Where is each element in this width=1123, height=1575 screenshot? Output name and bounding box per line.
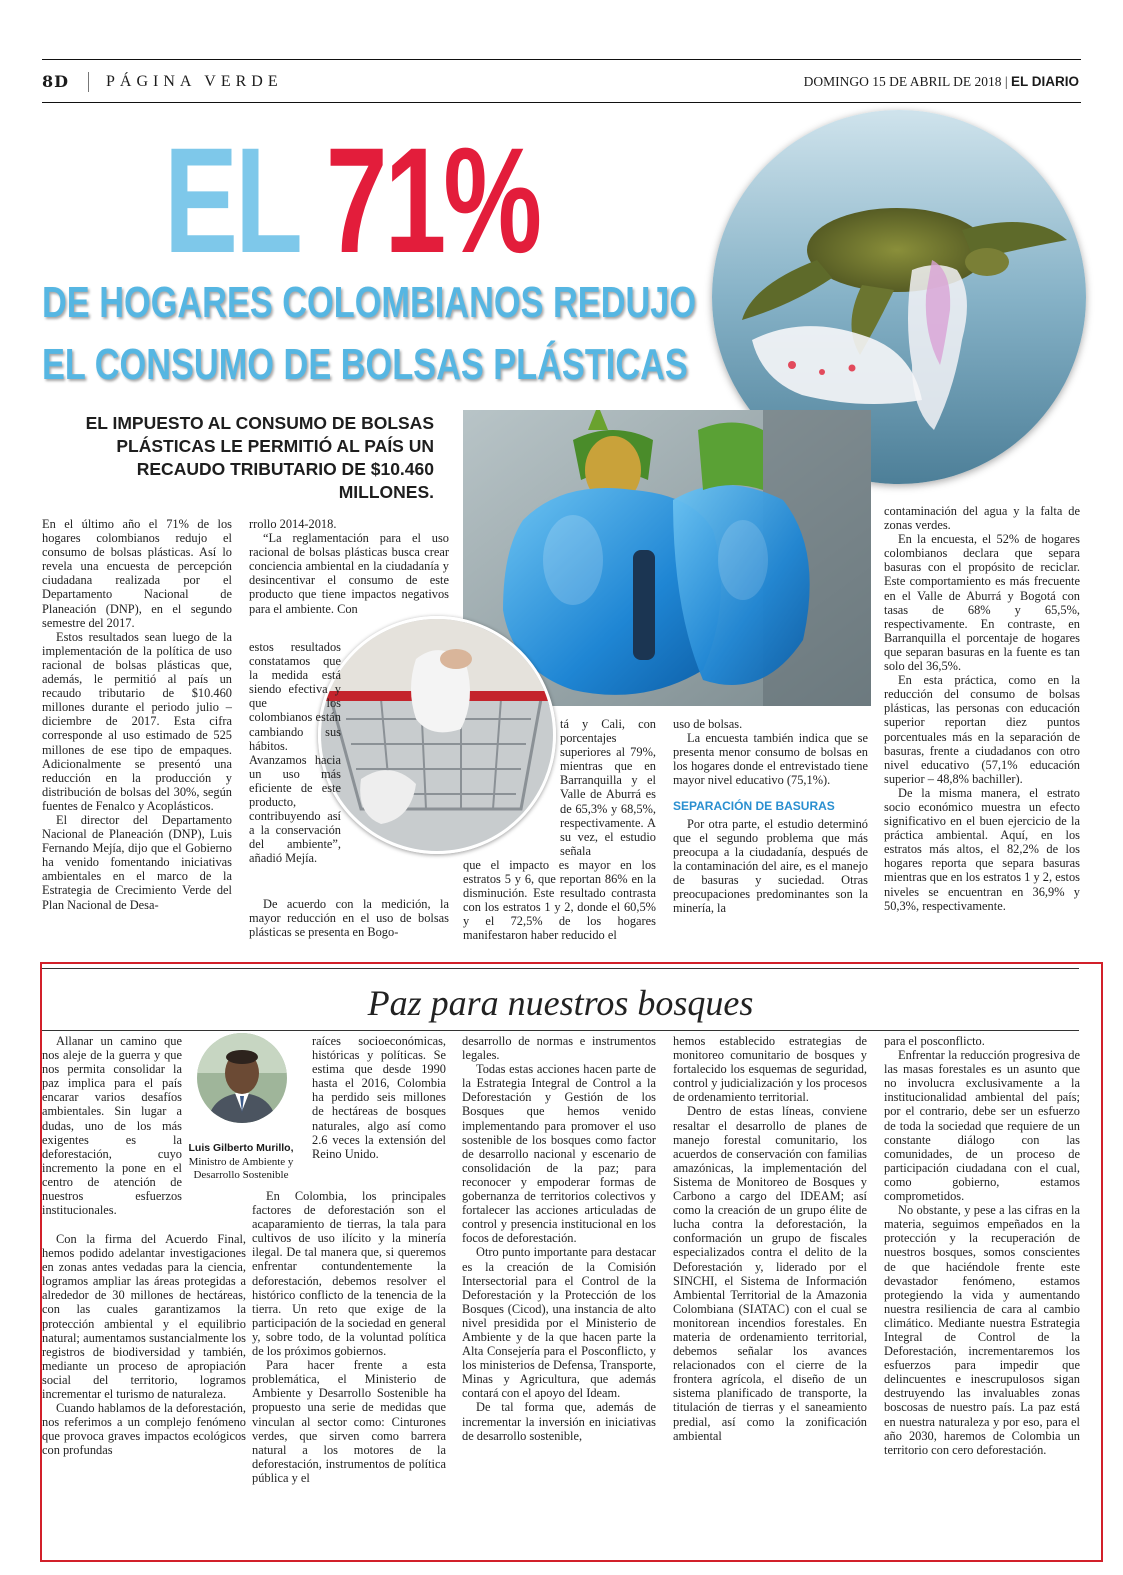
opinion-paragraph: En Colombia, los principales factores de deforestación son el acaparamiento de tierras, la tala para cultivos de uso ilícito y la minería ilegal. De tal manera que, si queremos enfrentar contundentemente la deforestación, debemos resolver el histórico conflicto de la tenencia de la tierra. Un reto que exige de la participación de la sociedad en general y, sobre todo, de la voluntad política de los próximos gobiernos. [252,1189,446,1359]
article-paragraph: En la encuesta, el 52% de hogares colombianos declara que separa basuras con el propósito de reciclar. Este comportamiento es más frecuente en el Valle de Aburrá y Bogotá con tasas de 68% y 65,5%, respectivamente. En contraste, en Barranquilla el porcentaje de hogares que separan basuras en la fuente es tan solo del 36,5%. [884,532,1080,674]
opinion-column-3 [462,1034,656,1443]
opinion-paragraph: raíces socioeconómicas, históricas y políticas. Se estima que desde 1990 hasta el 2016, Colombia ha perdido seis millones de hectáreas de bosques naturales, algo así como 2.6 veces la extensión del Reino Unido. [312,1034,446,1161]
header-separator: | [1004,74,1008,89]
opinion-column-1-wrap [42,1034,182,1217]
article-paragraph: En el último año el 71% de los hogares colombianos redujo el consumo de bolsas plásticas. Así lo revela una encuesta de percepción ciudadana realizada por el Departamento Nacional de Planeación (DNP), en el segundo semestre del 2017. [42,517,232,630]
article-paragraph: tá y Cali, con porcentajes superiores al 79%, mientras que en Barranquilla y el Valle de Aburrá es de 65,3% y 68,5%, respectivamente. A su vez, el estudio señala [560,717,656,858]
article-paragraph: estos resultados constatamos que la medida está siendo efectiva y que los colombianos están cambiando sus hábitos. Avanzamos hacia un uso más eficiente de este producto, contribuyendo así a la conservación del ambiente”, añadió Mejía. [249,640,341,866]
article-column-2-wrap [249,640,341,866]
opinion-column-5 [884,1034,1080,1457]
opinion-paragraph: Cuando hablamos de la deforestación, nos referimos a un complejo fenómeno que provoca graves impactos ecológicos con profundas [42,1401,246,1458]
opinion-paragraph: hemos establecido estrategias de monitoreo comunitario de bosques y fortalecido los esquemas de seguridad, control y judicialización y los procesos de ordenamiento territorial. [673,1034,867,1105]
article-paragraph: La encuesta también indica que se presenta menor consumo de bolsas en los hogares donde el entrevistado tiene mayor nivel educativo (75,1%). [673,731,868,788]
page-header [42,59,1081,103]
opinion-paragraph: desarrollo de normas e instrumentos legales. [462,1034,656,1063]
opinion-column-2 [252,1189,446,1485]
article-paragraph: “La reglamentación para el uso racional de bolsas plásticas busca crear conciencia ambiental en la ciudadanía y desincentivar el consumo de este producto que tiene impactos negativos para el ambiente. Con [249,531,449,616]
article-paragraph: Por otra parte, el estudio determinó que el segundo problema que más preocupa a la ciudadanía, después de la contaminación del aire, es el manejo de basuras y suciedad. Otras preocupaciones predominantes son la minería, la [673,816,868,916]
shopping-cart-photo [318,616,556,854]
opinion-title-rule [42,1030,1079,1031]
author-avatar [197,1033,287,1123]
newspaper-name: EL DIARIO [1010,74,1079,89]
opinion-column-4 [673,1034,867,1443]
article-column-4 [673,717,868,915]
article-column-3-end [463,858,656,943]
opinion-paragraph: Allanar un camino que nos aleje de la guerra y que nos permita consolidar la paz implica para el país encarar varios desafíos ambientales. Sin lugar a dudas, uno de los más exigentes es la deforestación, cuyo incremento la pone en el centro de atención de nuestros esfuerzos institucionales. [42,1034,182,1218]
section-name: PÁGINA VERDE [106,73,283,90]
article-paragraph: uso de bolsas. [673,717,743,731]
article-column-1 [42,517,232,912]
section-subhead: SEPARACIÓN DE BASURAS [673,799,835,814]
opinion-paragraph: para el posconflicto. [884,1034,985,1048]
article-paragraph: Estos resultados sean luego de la implementación de la política de uso racional de bolsas plásticas que, además, le permitió al país un recaudo tributario de $10.460 millones durante el periodo julio – diciembre de 2017. Esta cifra corresponde al uso estimado de 525 millones de ese tipo de empaques. Adicionalmente se presentó una reducción en la producción y distribución de bolsas del 30%, según fuentes de Fenalco y Acoplásticos. [42,629,232,813]
opinion-paragraph: Con la firma del Acuerdo Final, hemos podido adelantar investigaciones en zonas antes vedadas para la ciencia, logramos ampliar las áreas protegidas a alrededor de 30 millones de hectáreas, con las cuales garantizamos la protección ambiental y el equilibrio natural; aumentamos sustancialmente los registros de biodiversidad y también, mediante un proceso de apropiación social del territorio, logramos incrementar el turismo de naturaleza. [42,1232,246,1402]
headline-el: EL [164,116,298,284]
article-paragraph: De la misma manera, el estrato socio económico muestra un efecto significativo en el buen ejercicio de la práctica ambiental. Aquí, en los estratos más altos, el 82,2% de los hogares reporta que separa basuras mientras que en los estratos 1 y 2, estos niveles se encuentran en 36,9% y 50,3%, respectivamente. [884,785,1080,913]
article-subtitle: EL IMPUESTO AL CONSUMO DE BOLSAS PLÁSTICAS LE PERMITIÓ AL PAÍS UN RECAUDO TRIBUTARIO DE $10.460 MILLONES. [85,413,434,502]
opinion-paragraph: Otro punto importante para destacar es la creación de la Comisión Intersectorial para el Control de la Deforestación y la Protección de los Bosques (Cicod), una instancia de alto nivel presidida por el Ministerio de Ambiente y de la que hacen parte la Alta Consejería para el Posconflicto, y los ministerios de Defensa, Transporte, Minas y Agricultura, que además contará con el apoyo del Ideam. [462,1245,656,1401]
author-name: Luis Gilberto Murillo, [188,1142,294,1154]
page-number: 8D [42,72,70,91]
opinion-column-2-wrap [312,1034,446,1161]
opinion-column-1 [42,1232,246,1458]
article-paragraph: El director del Departamento Nacional de Planeación (DNP), Luis Fernando Mejía, dijo que el Gobierno ha venido fomentando iniciativas ambientales en el marco de la Estrategia de Crecimiento Verde del Plan Nacional de Desa- [42,812,232,912]
article-paragraph: que el impacto es mayor en los estratos 5 y 6, que reportan 86% en la disminución. Este resultado contrasta con los estratos 1 y 2, donde el 60,5% y el 72,5% de los hogares manifestaron haber reducido el [463,858,656,943]
opinion-paragraph: Enfrentar la reducción progresiva de las masas forestales es un asunto que no involucra exclusivamente a la institucionalidad ambiental del país; por el contrario, debe ser un esfuerzo de toda la sociedad que requiere de un constante diálogo con las comunidades, de un proceso de participación ciudadana con el cual, como gobierno, estamos comprometidos. [884,1048,1080,1204]
article-paragraph: En esta práctica, como en la reducción del consumo de bolsas plásticas, las personas con educación superior reportan diez puntos porcentuales más en la separación de basuras, frente a ciudadanos con otro nivel educativo (57,1% educación superior – 48,8% bachiller). [884,673,1080,786]
article-paragraph: contaminación del agua y la falta de zonas verdes. [884,504,1080,533]
article-column-2 [249,517,449,616]
article-paragraph: De acuerdo con la medición, la mayor reducción en el uso de bolsas plásticas se presenta en Bogo- [249,897,449,940]
headline-71-percent: 71% [325,116,540,284]
author-role: Ministro de Ambiente y Desarrollo Sostenible [188,1156,294,1181]
headline-line-1: DE HOGARES COLOMBIANOS REDUJO [42,278,697,327]
opinion-paragraph: Para hacer frente a esta problemática, el Ministerio de Ambiente y Desarrollo Sostenible ha propuesto una serie de medidas que vinculan al sector como: Cinturones verdes, que sirven como barrera natural a los motores de la deforestación, instrumentos de política pública y el [252,1358,446,1485]
headline-line-2: EL CONSUMO DE BOLSAS PLÁSTICAS [42,340,688,389]
opinion-paragraph: Dentro de estas líneas, conviene resaltar el desarrollo de planes de manejo forestal comunitario, los acuerdos de conservación con familias amazónicas, la implementación del Sistema de Monitoreo de Bosques y Carbono a cargo del IDEAM; así como la creación de un grupo élite de lucha contra la deforestación, la conformación un grupo de fiscales especializados contra el delito de la Deforestación y, liderado por el SINCHI, el Sistema de Información Ambiental Territorial de la Amazonia Colombiana (SIATAC) con el cual se monitorean incendios forestales. En materia de ordenamiento territorial, debemos señalar los avances relacionados con el cierre de la frontera agrícola, el diseño de un sistema planificado de transporte, la titulación de tierras y el saneamiento predial, así como la zonificación ambiental [673,1104,867,1443]
opinion-top-rule [42,968,1079,969]
headline-percent [164,116,540,284]
article-column-3-wrap [560,717,656,858]
article-paragraph: rrollo 2014-2018. [249,517,337,531]
opinion-paragraph: Todas estas acciones hacen parte de la Estrategia Integral de Control a la Deforestación y Gestión de los Bosques que hemos venido implementando para promover el uso sostenible de los bosques como factor de desarrollo nacional y escenario de consolidación de la paz; para reconocer y empoderar formas de gobernanza de territorios colectivos y fortalecer las acciones articuladas de control y presencia institucional en los focos de deforestación. [462,1062,656,1246]
opinion-title: Paz para nuestros bosques [367,983,754,1023]
issue-date: DOMINGO 15 DE ABRIL DE 2018 [803,74,1002,89]
header-divider [88,72,89,92]
article-column-2-end [249,897,449,939]
article-column-5 [884,504,1080,913]
opinion-paragraph: De tal forma que, además de incrementar la inversión en iniciativas de desarrollo sostenible, [462,1400,656,1443]
header-date-line [804,74,1079,90]
opinion-paragraph: No obstante, y pese a las cifras en la materia, seguimos empeñados en la protección y la recuperación de nuestros bosques, somos conscientes de que haciéndole frente este devastador fenómeno, estamos protegiendo la vida y aumentando nuestra resiliencia de cara al cambio climático. Mediante nuestra Estrategia Integral de Control de la Deforestación, incrementaremos los esfuerzos para impedir que delincuentes e inescrupulosos sigan destruyendo las invaluables zonas boscosas de nuestro país. La paz está en nuestra naturaleza y por eso, para el año 2030, haremos de Colombia un territorio con cero deforestación. [884,1203,1080,1457]
